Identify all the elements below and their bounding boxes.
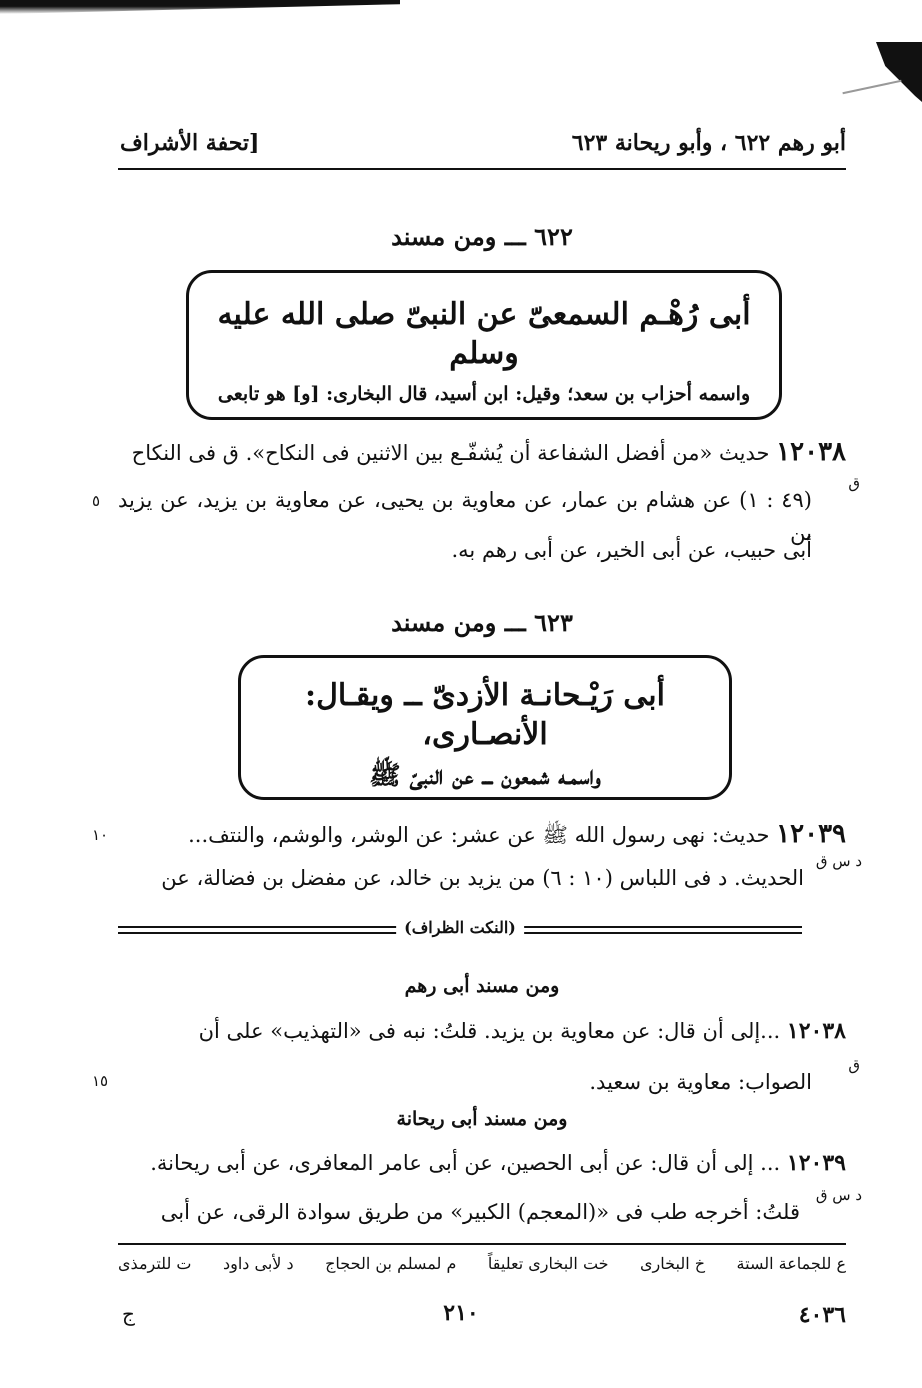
line-number: ١٠ [92, 826, 109, 844]
note-12038 [118, 1014, 846, 1048]
line-number: ٥ [92, 492, 101, 510]
entry-12039-line2: الحديث. د فى اللباس (١٠ : ٦) من يزيد بن خالد، عن مفضل بن فضالة، عن [161, 866, 804, 890]
note-text-line: ... إلى أن قال: عن أبى الحصين، عن أبى عامر المعافرى، عن أبى ريحانة. [150, 1151, 781, 1175]
scan-edge-shadow [0, 0, 400, 14]
section-622-box [186, 270, 782, 420]
note-number: ١٢٠٣٨ [786, 1018, 846, 1044]
entry-text-line: حديث: نهى رسول الله ﷺ عن عشر: عن الوشر، والوشم، والنتف... [188, 823, 770, 847]
abbr-item: ع للجماعة الستة [736, 1254, 846, 1273]
section-623-name: أبى رَيْـحانـة الأزدىّ ــ ويقـال: الأنصـارى، [305, 678, 665, 752]
abbr-item: خ البخارى [640, 1254, 706, 1273]
abbr-item: م لمسلم بن الحجاج [325, 1254, 457, 1273]
running-header-left: [تحفة الأشراف [120, 130, 260, 156]
margin-siglum: د س ق [815, 1186, 862, 1204]
page-number: ٢١٠ [443, 1300, 479, 1326]
running-header-right: أبو رهم ٦٢٢ ، وأبو ريحانة ٦٢٣ [571, 130, 846, 156]
notes-subtitle-2: ومن مسند أبى ريحانة [396, 1108, 568, 1130]
margin-siglum: د س ق [815, 852, 862, 870]
footer-rule [118, 1243, 846, 1245]
note-text-line: ...إلى أن قال: عن معاوية بن يزيد. قلتُ: نبه فى «التهذيب» على أن [198, 1019, 781, 1043]
section-divider [118, 918, 802, 940]
entry-12038 [118, 432, 846, 472]
footer-abbreviations [118, 1254, 846, 1273]
header-rule [118, 168, 846, 170]
section-623-title: ٦٢٣ ـــ ومن مسند [391, 608, 573, 637]
abbr-item: خت البخارى تعليقاً [487, 1254, 609, 1273]
scan-corner-shadow [876, 42, 922, 102]
line-number: ١٥ [92, 1072, 109, 1090]
entry-text-line: حديث «من أفضل الشفاعة أن يُشفّـع بين الاثنين فى النكاح». ق فى النكاح [131, 441, 770, 465]
divider-label: (النكت الظراف) [396, 918, 524, 937]
note-number: ١٢٠٣٩ [786, 1150, 846, 1176]
margin-siglum: ق [848, 1056, 860, 1074]
scan-mark [842, 80, 901, 94]
entry-number: ١٢٠٣٨ [776, 437, 846, 467]
section-622-name: أبى رُهْـم السمعىّ عن النبىّ صلى الله عليه وسلم [217, 297, 751, 371]
volume-mark: ج [122, 1302, 135, 1326]
abbr-item: د لأبى داود [222, 1254, 294, 1273]
entry-12039 [118, 814, 846, 854]
signature-number: ٤٠٣٦ [798, 1302, 846, 1328]
section-622-note: واسمه أحزاب بن سعد؛ وقيل: ابن أسيد، قال البخارى: [و] هو تابعى [217, 383, 751, 405]
note-12039 [118, 1146, 846, 1180]
entry-12038-line3: أبى حبيب، عن أبى الخير، عن أبى رهم به. [451, 538, 812, 562]
note-12039-line2: قلتُ: أخرجه طب فى «(المعجم) الكبير» من طريق سوادة الرقى، عن أبى [160, 1200, 800, 1224]
margin-siglum: ق [848, 474, 860, 492]
entry-number: ١٢٠٣٩ [776, 819, 846, 849]
note-12038-line2: الصواب: معاوية بن سعيد. [589, 1070, 812, 1094]
section-623-note: واسمـه شمعون ـــ عن النبىّ ﷺ [369, 761, 601, 791]
entry-12038-line2: (٤٩ : ١) عن هشام بن عمار، عن معاوية بن يحيى، عن معاوية بن يزيد، عن يزيد بن [118, 488, 812, 545]
section-622-title: ٦٢٢ ـــ ومن مسند [391, 222, 573, 251]
section-623-box [238, 655, 732, 800]
abbr-item: ت للترمذى [118, 1254, 192, 1273]
notes-subtitle-1: ومن مسند أبى رهم [404, 975, 560, 997]
